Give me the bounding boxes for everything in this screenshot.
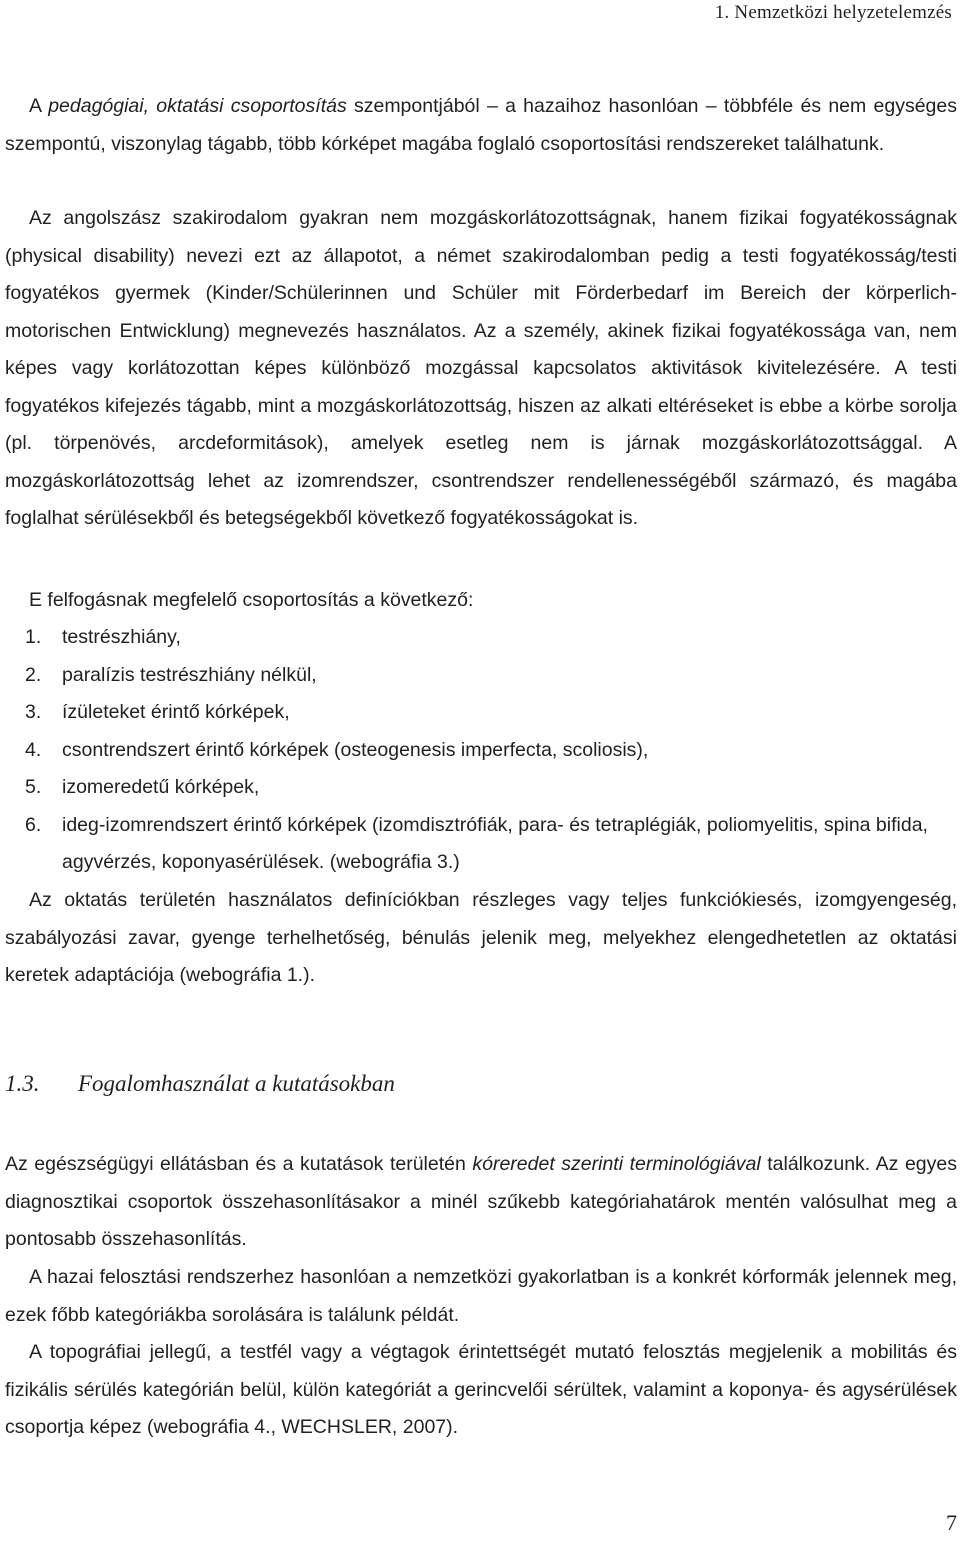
education-definitions-paragraph: Az oktatás területén használatos definíciókban részleges vagy teljes funkciókiesés, izomgyengeség, szabályozási zavar, gyenge terhelhetőség, bénulás jelenik meg, melyekhez elengedhetetlen az oktatási keretek adaptációja (webográfia 1.).	[5, 889, 957, 986]
list-item-number: 4.	[25, 738, 42, 761]
list-item	[25, 732, 957, 770]
intro-text-end: szempontjából – a hazaihoz hasonlóan – többféle és nem egységes szempontú, viszonylag tágabb, több kórképet magába foglaló csoportosítási rendszereket találhatunk.	[5, 95, 957, 155]
section-title: Fogalomhasználat a kutatásokban	[78, 1071, 395, 1096]
list-item-number: 3.	[25, 701, 42, 723]
research-paragraph	[5, 1146, 957, 1259]
list-intro-paragraph: E felfogásnak megfelelő csoportosítás a következő:	[29, 589, 474, 611]
list-item	[25, 807, 957, 882]
intro-italic-term: pedagógiai, oktatási csoportosítás	[48, 95, 347, 117]
list-item	[25, 694, 957, 732]
research-italic-term: kóreredet szerinti terminológiával	[472, 1153, 761, 1175]
international-practice-paragraph: A hazai felosztási rendszerhez hasonlóan a nemzetközi gyakorlatban is a konkrét kórformák jelennek meg, ezek főbb kategóriákba sorolására is találunk példát.	[5, 1266, 957, 1326]
list-item	[25, 657, 957, 695]
list-item	[25, 769, 957, 807]
list-item-number: 5.	[25, 776, 42, 798]
terminology-paragraph: Az angolszász szakirodalom gyakran nem mozgáskorlátozottságnak, hanem fizikai fogyatékosságnak (physical disability) nevezi ezt az állapotot, a német szakirodalomban pedig a testi fogyatékosság/testi fogyatékos gyermek (Kinder/Schülerinnen und Schüler mit Förderbedarf im Bereich der körperlich-motorischen Entwicklung) megnevezés használatos. Az a személy, akinek fizikai fogyatékossága van, nem képes vagy korlátozottan képes különböző mozgással kapcsolatos aktivitások kivitelezésére. A testi fogyatékos kifejezés tágabb, mint a mozgáskorlátozottság, hiszen az alkati eltéréseket is ebbe a körbe sorolja (pl. törpenövés, arcdeformitások), amelyek esetleg nem is járnak mozgáskorlátozottsággal. A mozgáskorlátozottság lehet az izomrendszer, csontrendszer rendellenességéből származó, és magába foglalhat sérülésekből és betegségekből következő fogyatékosságokat is.	[5, 207, 957, 529]
intro-paragraph	[5, 88, 957, 163]
research-text-start: Az egészségügyi ellátásban és a kutatások területén	[5, 1153, 473, 1175]
research-text-end: találkozunk. Az egyes diagnosztikai csoportok összehasonlításakor a minél szűkebb kategóriahatárok mentén valósulhat meg a pontosabb összehasonlítás.	[5, 1153, 957, 1250]
list-item-number: 6.	[25, 813, 42, 836]
list-item	[25, 619, 957, 657]
list-item-text: ízületeket érintő kórképek,	[62, 701, 290, 723]
list-item-text: csontrendszert érintő kórképek (osteogenesis imperfecta, scoliosis),	[62, 738, 649, 761]
running-header: 1. Nemzetközi helyzetelemzés	[714, 2, 952, 23]
list-item-number: 2.	[25, 663, 42, 686]
topographic-paragraph: A topográfiai jellegű, a testfél vagy a végtagok érintettségét mutató felosztás megjelenik a mobilitás és fizikális sérülés kategórián belül, külön kategóriát a gerincvelői sérültek, valamint a koponya- és agysérülések csoportja képez (webográfia 4., WECHSLER, 2007).	[5, 1341, 957, 1438]
section-number: 1.3.	[5, 1071, 40, 1096]
section-heading	[5, 1071, 395, 1097]
intro-text-start: A	[29, 95, 49, 117]
list-item-number: 1.	[25, 626, 42, 648]
list-item-text: izomeredetű kórképek,	[62, 776, 260, 798]
list-item-text: paralízis testrészhiány nélkül,	[62, 663, 317, 686]
list-item-text: ideg-izomrendszert érintő kórképek (izomdisztrófiák, para- és tetraplégiák, poliomyelitis, spina bifida, agyvérzés, koponyasérülések. (webográfia 3.)	[62, 813, 928, 873]
list-item-text: testrészhiány,	[62, 626, 181, 648]
classification-list	[25, 619, 957, 882]
page-number: 7	[946, 1510, 957, 1535]
